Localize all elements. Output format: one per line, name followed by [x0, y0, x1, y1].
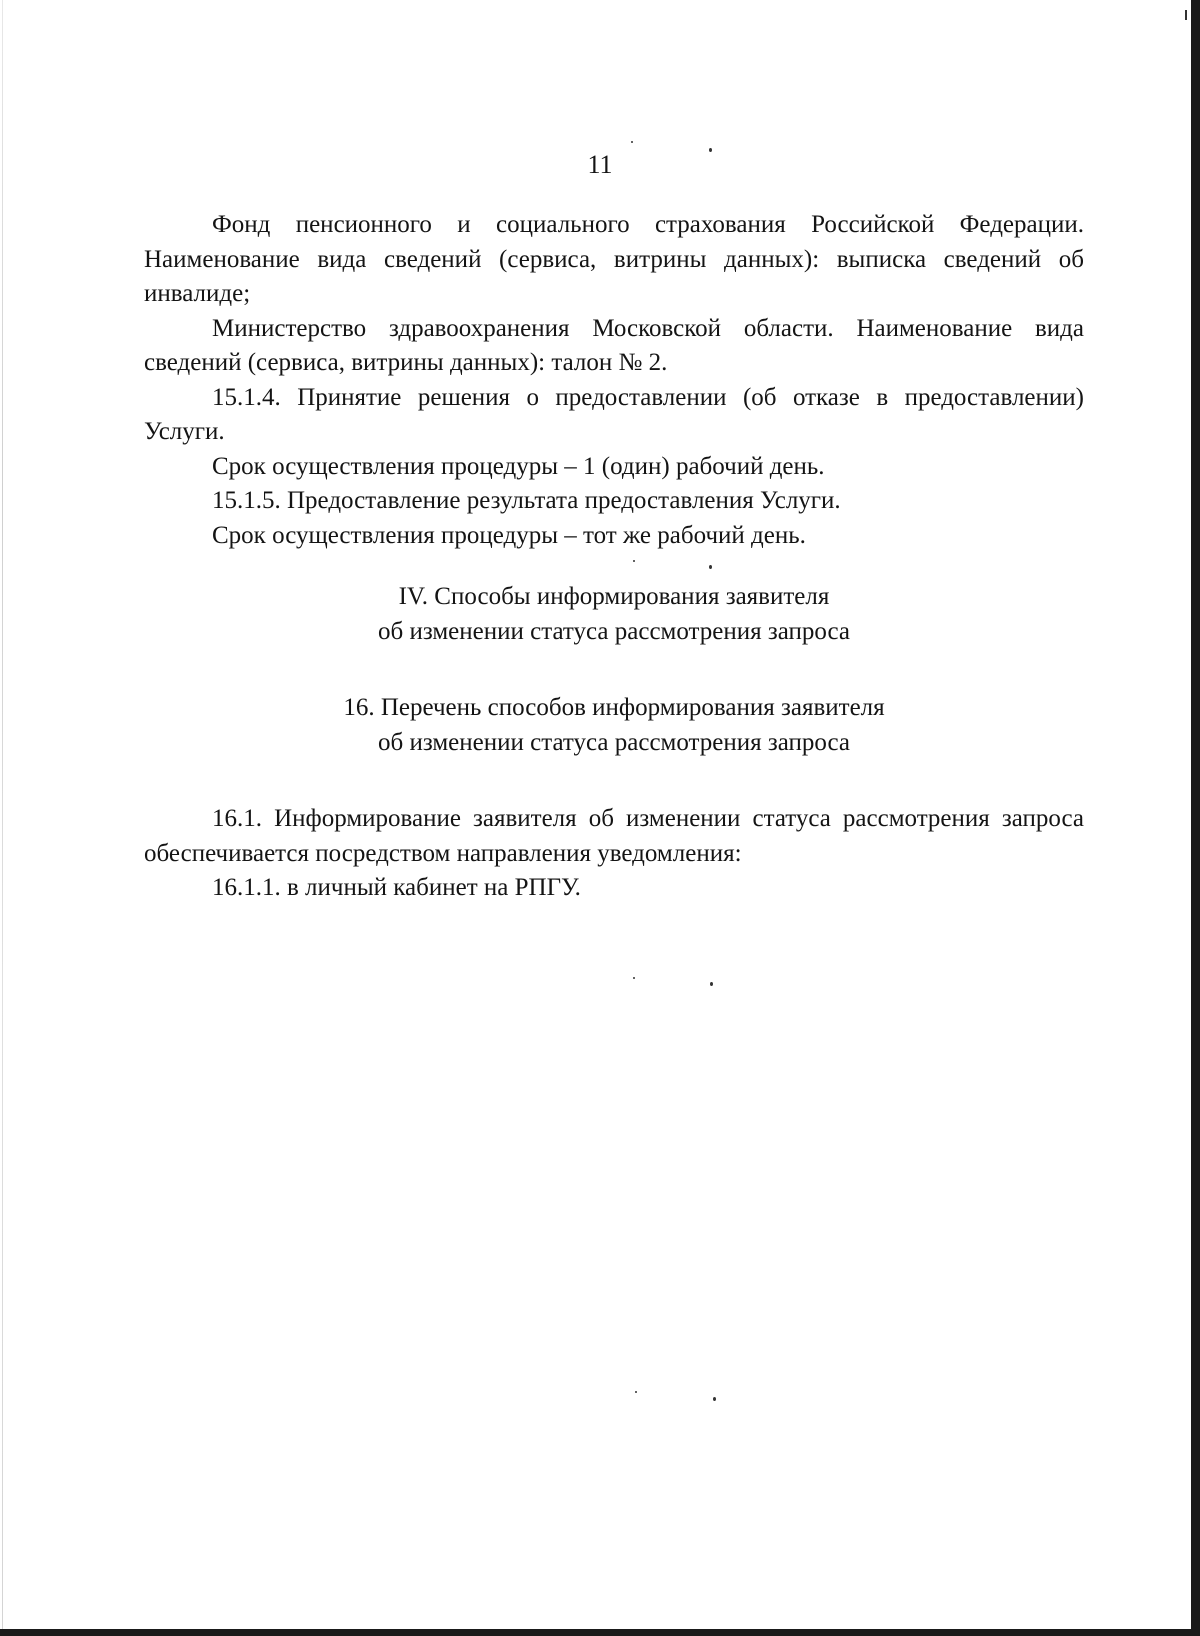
- scan-margin-line: [2, 0, 3, 1636]
- paragraph-decision: 15.1.4. Принятие решения о предоставлении (об отказе в предоставлении) Услуги.: [144, 383, 1084, 445]
- scan-speck: [710, 982, 713, 986]
- section-heading: [144, 580, 1084, 649]
- section-heading-line-2: об изменении статуса рассмотрения запроса: [377, 617, 851, 645]
- section-heading-line-1: IV. Способы информирования заявителя: [398, 583, 830, 610]
- scan-right-border: [1191, 0, 1200, 1636]
- paragraph-pension-fund: Фонд пенсионного и социального страхования Российской Федерации. Наименование вида сведений (сервиса, витрины данных): выписка сведений об инвалиде;: [144, 211, 1084, 307]
- paragraph-health-ministry: Министерство здравоохранения Московской области. Наименование вида сведений (сервиса, витрины данных): талон № 2.: [144, 314, 1084, 376]
- subsection-heading: [144, 691, 1084, 760]
- scan-speck: [713, 1397, 716, 1401]
- body-text-block-2: [144, 802, 1084, 906]
- scan-speck: [633, 977, 635, 979]
- scan-speck: [709, 565, 712, 569]
- scan-speck: [1185, 10, 1187, 20]
- paragraph-result-term: Срок осуществления процедуры – тот же рабочий день.: [212, 521, 806, 549]
- page-number: 11: [587, 150, 613, 179]
- paragraph-decision-term: Срок осуществления процедуры – 1 (один) рабочий день.: [212, 452, 825, 480]
- subsection-heading-line-2: об изменении статуса рассмотрения запроса: [377, 728, 851, 756]
- body-text-block: [144, 208, 1084, 553]
- paragraph-notification: 16.1. Информирование заявителя об изменении статуса рассмотрения запроса обеспечивается посредством направления уведомления:: [144, 805, 1084, 867]
- scan-speck: [631, 141, 633, 143]
- paragraph-result: 15.1.5. Предоставление результата предоставления Услуги.: [212, 487, 841, 514]
- scan-bottom-border: [0, 1629, 1200, 1636]
- subsection-heading-line-1: 16. Перечень способов информирования заявителя: [343, 694, 885, 721]
- scan-speck: [635, 1391, 637, 1393]
- paragraph-personal-account: 16.1.1. в личный кабинет на РПГУ.: [212, 874, 581, 901]
- scan-speck: [633, 560, 635, 562]
